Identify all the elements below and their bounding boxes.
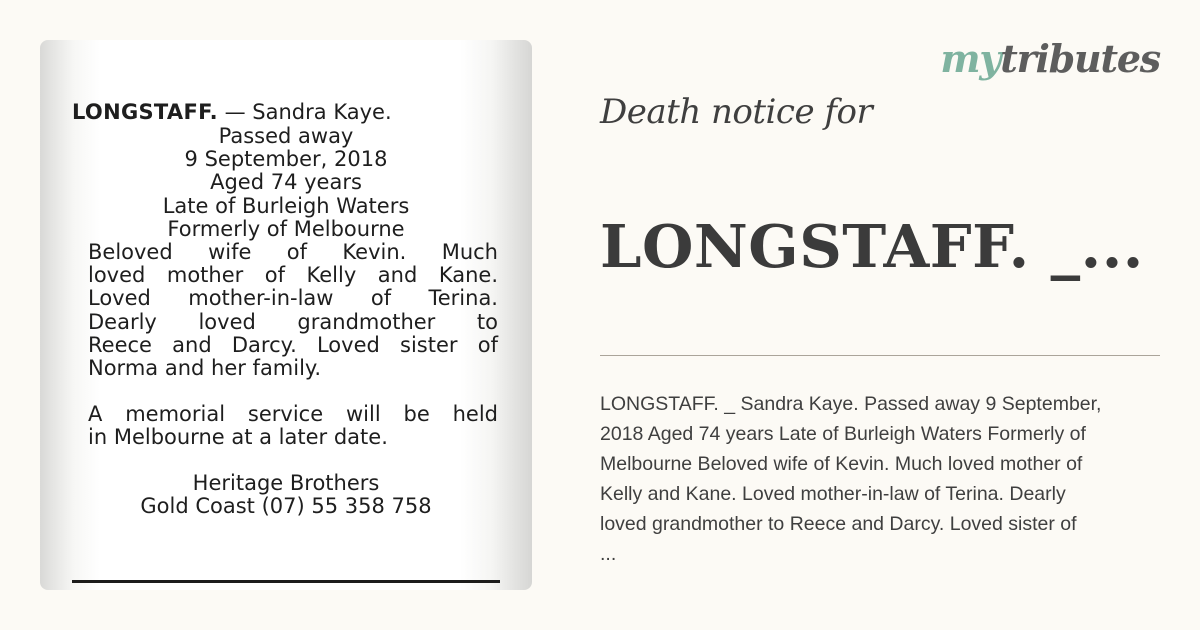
notice-line: loved mother of Kelly and Kane. (88, 263, 498, 288)
notice-line: in Melbourne at a later date. (88, 425, 388, 450)
notice-line: Aged 74 years (210, 170, 362, 195)
notice-line: Norma and her family. (88, 356, 322, 381)
notice-line: Reece and Darcy. Loved sister of (88, 332, 498, 357)
notice-line: 9 September, 2018 (184, 147, 388, 172)
notice-surname: LONGSTAFF. (72, 100, 218, 124)
notice-given-name: — Sandra Kaye. (217, 100, 392, 124)
death-notice-image (40, 40, 532, 590)
page-subheading: Death notice for (600, 92, 873, 132)
notice-line: Passed away (218, 124, 354, 148)
logo-part-my: my (940, 36, 1001, 81)
notice-line: Heritage Brothers (192, 471, 380, 495)
notice-line: Loved mother-in-law of Terina. (88, 286, 498, 311)
notice-body (88, 241, 498, 380)
notice-service (88, 403, 498, 449)
notice-line: Gold Coast (07) 55 358 758 (140, 494, 432, 519)
notice-bottom-rule (72, 580, 500, 583)
page-title: LONGSTAFF. _... (600, 212, 1144, 281)
notice-line: Formerly of Melbourne (167, 216, 405, 241)
notice-line: Dearly loved grandmother to (88, 309, 498, 334)
logo-part-tributes: tributes (1000, 36, 1160, 81)
notice-heading (72, 101, 500, 124)
notice-details (72, 125, 500, 241)
mytributes-logo[interactable] (940, 36, 1160, 81)
notice-line: A memorial service will be held (88, 402, 498, 426)
notice-excerpt: LONGSTAFF. _ Sandra Kaye. Passed away 9 September, 2018 Aged 74 years Late of Burleigh Waters Formerly of Melbourne Beloved wife of Kevin. Much loved mother of Kelly and Kane. Loved mother-in-law of Terina. Dearly loved grandmother to Reece and Darcy. Loved sister of ... (600, 393, 1102, 565)
notice-funeral-director (72, 472, 500, 518)
notice-line: Beloved wife of Kevin. Much (88, 240, 498, 264)
divider (600, 355, 1160, 356)
notice-line: Late of Burleigh Waters (162, 193, 410, 218)
notice-clipping (72, 40, 500, 590)
